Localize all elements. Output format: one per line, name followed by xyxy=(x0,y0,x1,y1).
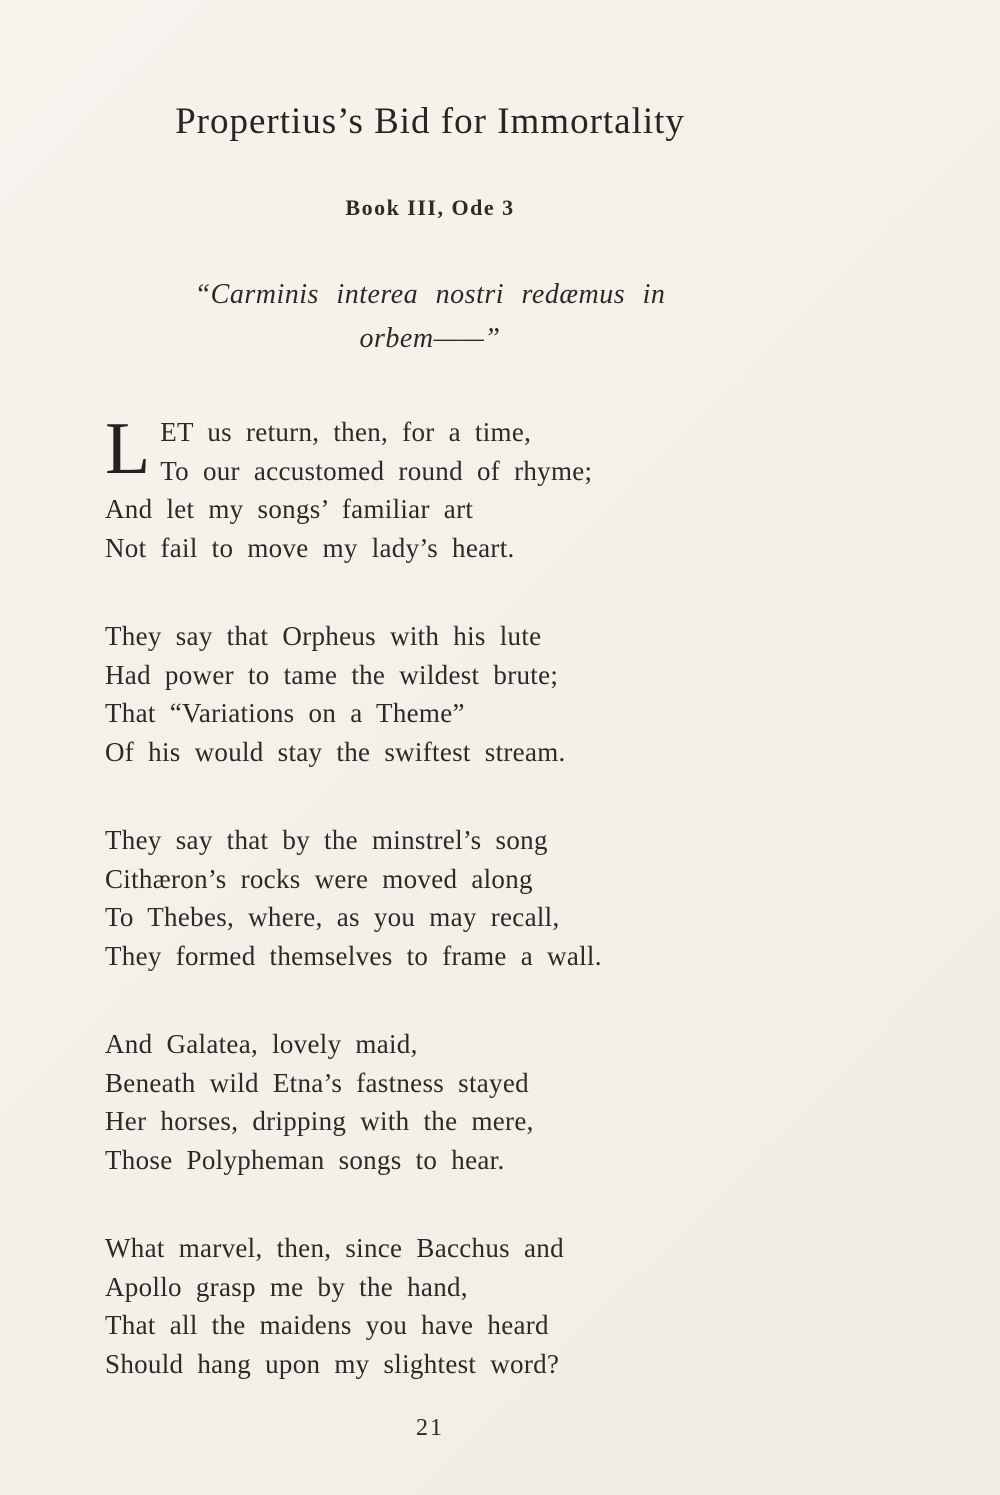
stanza-3 xyxy=(105,821,755,975)
poem-line: Her horses, dripping with the mere, xyxy=(105,1106,534,1136)
poem-title: Propertius’s Bid for Immortality xyxy=(175,101,685,142)
poem-line: They say that by the minstrel’s song xyxy=(105,825,548,855)
page-content xyxy=(105,100,755,1442)
stanza-5 xyxy=(105,1229,755,1383)
poem-line: That “Variations on a Theme” xyxy=(105,698,465,728)
page-number: 21 xyxy=(416,1415,444,1441)
stanza-1 xyxy=(105,408,755,567)
poem-line: Those Polypheman songs to hear. xyxy=(105,1144,505,1175)
poem-line: They formed themselves to frame a wall. xyxy=(105,940,602,971)
poem-line: That all the maidens you have heard xyxy=(105,1310,549,1340)
drop-cap: L xyxy=(105,408,151,490)
epigraph-line-1: “Carminis interea nostri redæmus in xyxy=(194,279,666,310)
poem-subtitle: Book III, Ode 3 xyxy=(345,195,515,220)
poem-line: What marvel, then, since Bacchus and xyxy=(105,1233,564,1263)
poem-line: Cithæron’s rocks were moved along xyxy=(105,863,533,894)
poem-line: Beneath wild Etna’s fastness stayed xyxy=(105,1067,529,1098)
poem-line: Apollo grasp me by the hand, xyxy=(105,1271,468,1302)
poem-line: And Galatea, lovely maid, xyxy=(105,1029,418,1059)
epigraph-line-2: orbem——” xyxy=(359,323,501,354)
poem-line: They say that Orpheus with his lute xyxy=(105,621,542,651)
poem-line: ET us return, then, for a time, xyxy=(160,417,532,447)
poem-line: And let my songs’ familiar art xyxy=(105,494,474,524)
poem-line: To our accustomed round of rhyme; xyxy=(160,455,593,486)
poem-line: Not fail to move my lady’s heart. xyxy=(105,532,515,563)
epigraph xyxy=(105,273,755,361)
poem-body xyxy=(105,408,755,1383)
poem-line: Had power to tame the wildest brute; xyxy=(105,659,559,690)
stanza-2 xyxy=(105,617,755,771)
poem-line: Should hang upon my slightest word? xyxy=(105,1348,560,1379)
poem-line: To Thebes, where, as you may recall, xyxy=(105,902,560,932)
stanza-4 xyxy=(105,1025,755,1179)
poem-line: Of his would stay the swiftest stream. xyxy=(105,736,566,767)
